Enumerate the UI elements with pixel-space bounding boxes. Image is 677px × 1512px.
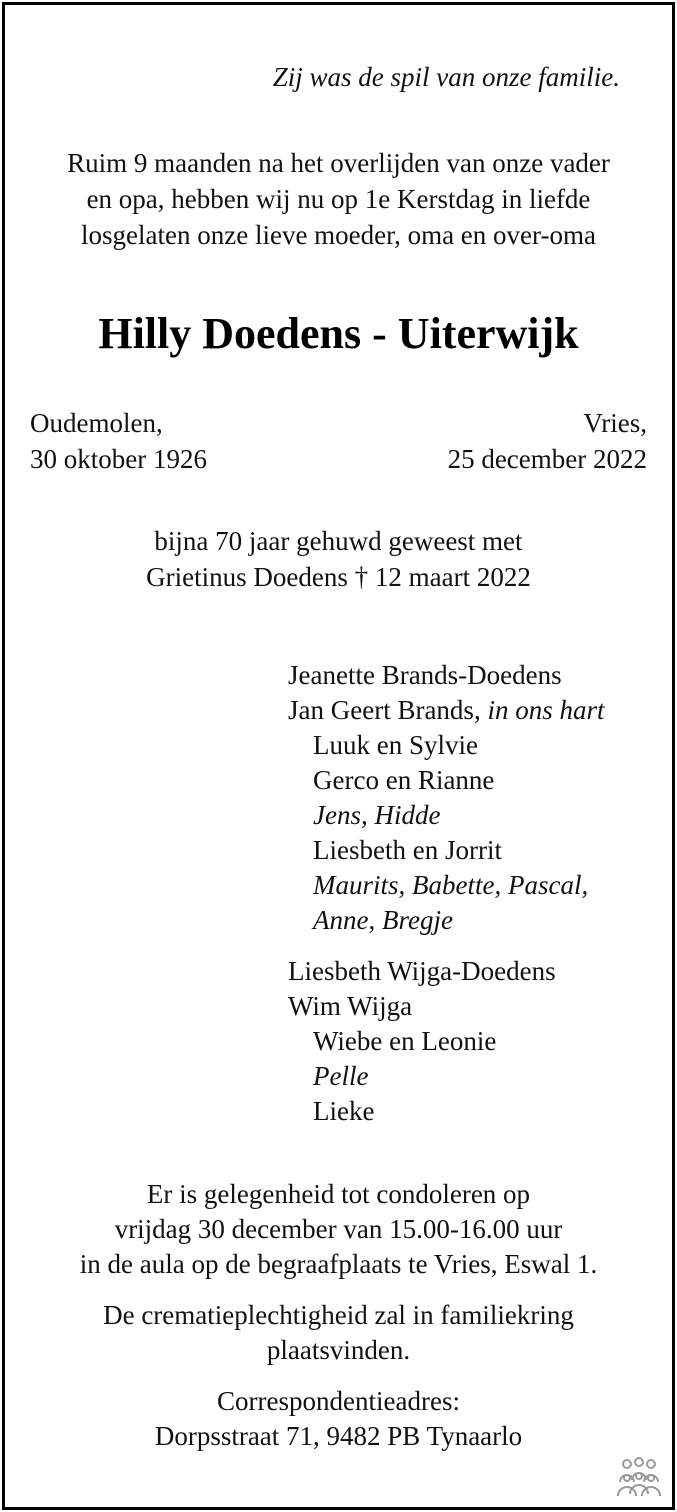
intro-line-2: en opa, hebben wij nu op 1e Kerstdag in liefde [86, 184, 591, 214]
family2-child: Lieke [313, 1096, 375, 1126]
family1-child: Anne, Bregje [313, 905, 453, 935]
family1-child: Jens, Hidde [313, 800, 441, 830]
family2-line2: Wim Wijga [288, 991, 413, 1021]
family1-line1: Jeanette Brands-Doedens [288, 660, 562, 690]
family2-child: Wiebe en Leonie [313, 1026, 497, 1056]
cremation-line-1: De crematieplechtigheid zal in familiekring [103, 1300, 574, 1330]
people-group-icon [615, 1456, 663, 1498]
deceased-name: Hilly Doedens - Uiterwijk [98, 309, 579, 358]
family1-child: Gerco en Rianne [313, 765, 495, 795]
intro-line-3: losgelaten onze lieve moeder, oma en over-oma [81, 220, 596, 250]
motto: Zij was de spil van onze familie. [272, 62, 620, 92]
family1-line2-note: in ons hart [487, 695, 605, 725]
family2-line1: Liesbeth Wijga-Doedens [288, 956, 556, 986]
birth-place: Oudemolen, [30, 408, 163, 438]
death-date: 25 december 2022 [447, 444, 647, 474]
family1-child: Luuk en Sylvie [313, 730, 478, 760]
family2-child: Pelle [313, 1061, 369, 1091]
correspondence-address: Dorpsstraat 71, 9482 PB Tynaarlo [154, 1421, 523, 1451]
cremation-line-2: plaatsvinden. [266, 1335, 411, 1365]
family1-child: Maurits, Babette, Pascal, [313, 870, 589, 900]
family1-line2 [288, 697, 604, 724]
correspondence-label: Correspondentieadres: [217, 1386, 460, 1416]
family1-line2-name: Jan Geert Brands, [288, 695, 481, 725]
birth-date: 30 oktober 1926 [30, 444, 207, 474]
intro-line-1: Ruim 9 maanden na het overlijden van onze vader [67, 148, 610, 178]
condolence-line-1: Er is gelegenheid tot condoleren op [146, 1179, 531, 1209]
death-place: Vries, [583, 408, 647, 438]
condolence-line-3: in de aula op de begraafplaats te Vries, Eswal 1. [79, 1249, 598, 1279]
marriage-line-2: Grietinus Doedens † 12 maart 2022 [146, 562, 531, 592]
family1-child: Liesbeth en Jorrit [313, 835, 502, 865]
condolence-line-2: vrijdag 30 december van 15.00-16.00 uur [114, 1214, 563, 1244]
marriage-line-1: bijna 70 jaar gehuwd geweest met [154, 526, 523, 556]
